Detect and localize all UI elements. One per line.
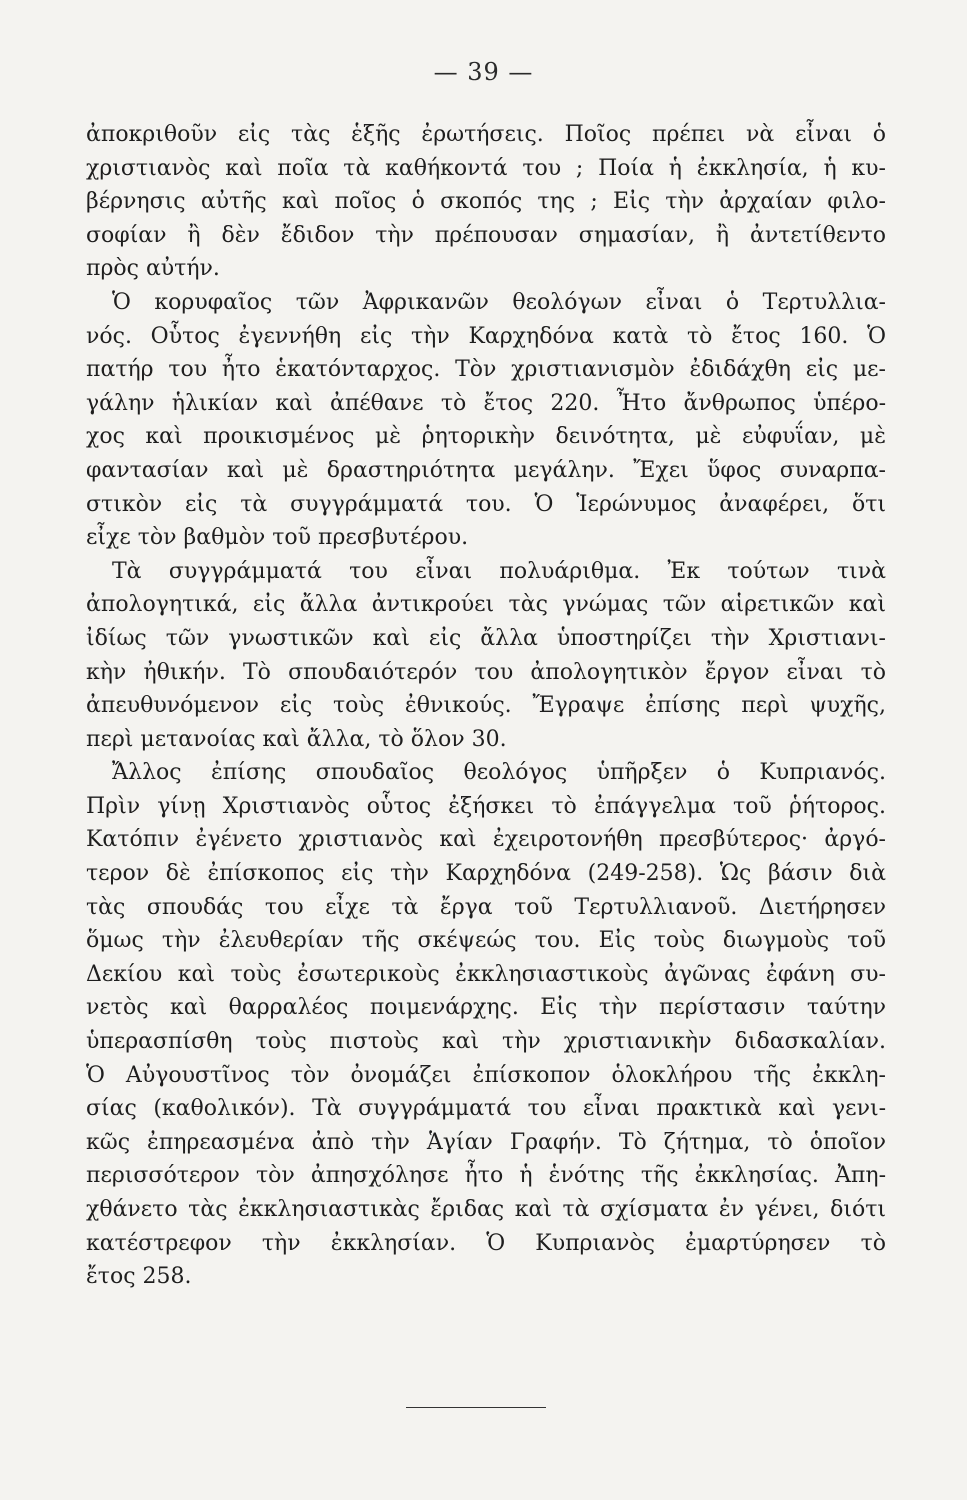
text-line: κὴν ἠθικήν. Τὸ σπουδαιότερόν του ἀπολογητικὸν ἔργον εἶναι τὸ (86, 659, 886, 685)
text-line: περὶ μετανοίας καὶ ἄλλα, τὸ ὅλον 30. (86, 726, 507, 752)
text-line: βέρνησις αὐτῆς καὶ ποῖος ὁ σκοπός της ; Εἰς τὴν ἀρχαίαν φιλο- (86, 189, 886, 215)
text-line: ὅμως τὴν ἐλευθερίαν τῆς σκέψεώς του. Εἰς τοὺς διωγμοὺς τοῦ (86, 928, 886, 954)
text-line: νετὸς καὶ θαρραλέος ποιμενάρχης. Εἰς τὴν περίστασιν ταύτην (86, 995, 886, 1021)
text-line: Δεκίου καὶ τοὺς ἐσωτερικοὺς ἐκκλησιαστικοὺς ἀγῶνας ἐφάνη συ- (86, 961, 886, 987)
text-line: κατέστρεφον τὴν ἐκκλησίαν. Ὁ Κυπριανὸς ἐμαρτύρησεν τὸ (86, 1230, 886, 1256)
text-line: φαντασίαν καὶ μὲ δραστηριότητα μεγάλην. Ἔχει ὕφος συναρπα- (86, 457, 886, 483)
text-line: τὰς σπουδάς του εἶχε τὰ ἔργα τοῦ Τερτυλλιανοῦ. Διετήρησεν (86, 894, 886, 920)
page-number: — 39 — (433, 58, 534, 86)
text-line: Κατόπιν ἐγένετο χριστιανὸς καὶ ἐχειροτονήθη πρεσβύτερος· ἀργό- (86, 827, 886, 853)
text-line: σίας (καθολικόν). Τὰ συγγράμματά του εἶναι πρακτικὰ καὶ γενι- (86, 1096, 886, 1122)
text-line: ἀπευθυνόμενον εἰς τοὺς ἐθνικούς. Ἔγραψε ἐπίσης περὶ ψυχῆς, (86, 693, 886, 719)
text-line: χθάνετο τὰς ἐκκλησιαστικὰς ἔριδας καὶ τὰ σχίσματα ἐν γένει, διότι (86, 1197, 886, 1222)
body-text (86, 118, 886, 1294)
paragraph-start-line: Ὁ κορυφαῖος τῶν Ἀφρικανῶν θεολόγων εἶναι ὁ Τερτυλλια- (112, 289, 886, 315)
text-line: στικὸν εἰς τὰ συγγράμματά του. Ὁ Ἱερώνυμος ἀναφέρει, ὅτι (86, 491, 886, 517)
text-line: περισσότερον τὸν ἀπησχόλησε ἦτο ἡ ἑνότης τῆς ἐκκλησίας. Ἀπη- (86, 1163, 886, 1189)
text-line: Ὁ Αὐγουστῖνος τὸν ὀνομάζει ἐπίσκοπον ὁλοκλήρου τῆς ἐκκλη- (86, 1062, 886, 1088)
text-line: χος καὶ προικισμένος μὲ ῥητορικὴν δεινότητα, μὲ εὐφυΐαν, μὲ (86, 424, 886, 450)
text-line: Πρὶν γίνῃ Χριστιανὸς οὗτος ἐξήσκει τὸ ἐπάγγελμα τοῦ ῥήτορος. (86, 793, 886, 819)
text-line: τερον δὲ ἐπίσκοπος εἰς τὴν Καρχηδόνα (249-258). Ὡς βάσιν διὰ (86, 861, 886, 887)
paragraph-start-line: Ἄλλος ἐπίσης σπουδαῖος θεολόγος ὑπῆρξεν ὁ Κυπριανός. (112, 760, 886, 786)
text-line: ὑπερασπίσθη τοὺς πιστοὺς καὶ τὴν χριστιανικὴν διδασκαλίαν. (86, 1029, 886, 1055)
text-line: σοφίαν ἢ δὲν ἔδιδον τὴν πρέπουσαν σημασίαν, ἢ ἀντετίθεντο (86, 222, 886, 248)
text-line: χριστιανὸς καὶ ποῖα τὰ καθήκοντά του ; Ποία ἡ ἐκκλησία, ἡ κυ- (86, 155, 886, 181)
text-line: νός. Οὗτος ἐγεννήθη εἰς τὴν Καρχηδόνα κατὰ τὸ ἔτος 160. Ὁ (86, 323, 886, 349)
text-line: ἀποκριθοῦν εἰς τὰς ἑξῆς ἐρωτήσεις. Ποῖος πρέπει νὰ εἶναι ὁ (86, 122, 886, 147)
text-line: εἶχε τὸν βαθμὸν τοῦ πρεσβυτέρου. (86, 525, 469, 551)
text-line: ἀπολογητικά, εἰς ἄλλα ἀντικρούει τὰς γνώμας τῶν αἱρετικῶν καὶ (86, 592, 886, 618)
text-line: κῶς ἐπηρεασμένα ἀπὸ τὴν Ἁγίαν Γραφήν. Τὸ ζήτημα, τὸ ὁποῖον (86, 1129, 886, 1155)
paragraph-start-line: Τὰ συγγράμματά του εἶναι πολυάριθμα. Ἐκ τούτων τινὰ (112, 558, 886, 584)
text-line: πρὸς αὐτήν. (86, 256, 220, 282)
text-line: γάλην ἡλικίαν καὶ ἀπέθανε τὸ ἔτος 220. Ἦτο ἄνθρωπος ὑπέρο- (86, 390, 886, 416)
text-line: πατήρ του ἦτο ἑκατόνταρχος. Τὸν χριστιανισμὸν ἐδιδάχθη εἰς με- (86, 357, 886, 383)
section-end-rule (406, 1407, 546, 1408)
text-line: ἔτος 258. (86, 1264, 192, 1290)
text-line: ἰδίως τῶν γνωστικῶν καὶ εἰς ἄλλα ὑποστηρίζει τὴν Χριστιανι- (86, 625, 886, 651)
